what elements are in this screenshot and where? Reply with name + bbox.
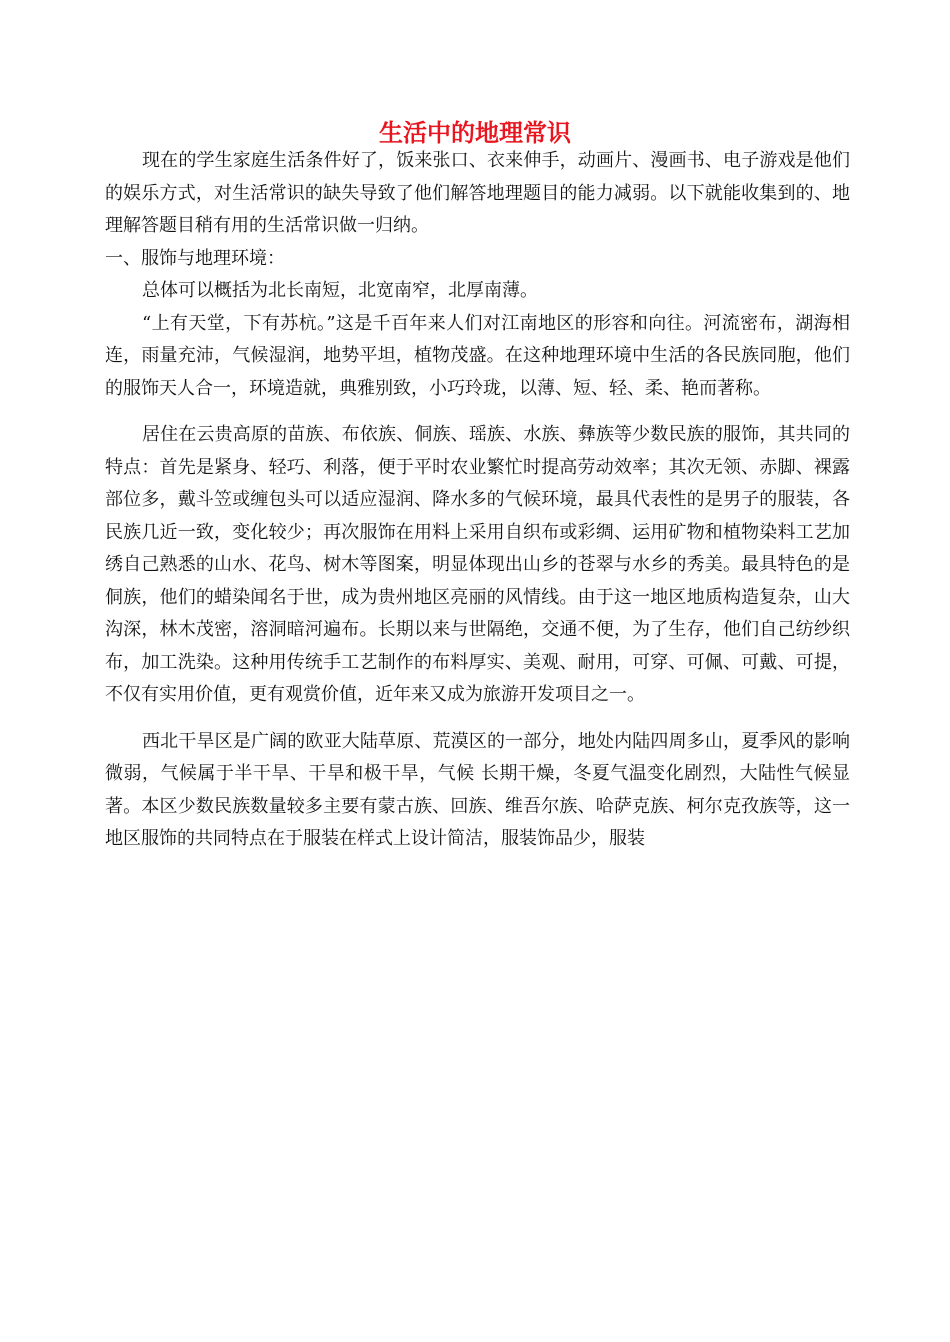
paragraph-summary: 总体可以概括为北长南短，北宽南窄，北厚南薄。 xyxy=(142,280,538,301)
document-body xyxy=(105,145,850,856)
paragraph-intro: 现在的学生家庭生活条件好了，饭来张口、衣来伸手，动画片、漫画书、电子游戏是他们的娱乐方式，对生活常识的缺失导致了他们解答地理题目的能力减弱。以下就能收集到的、地理解答题目稍有用的生活常识做一归纳。 xyxy=(105,150,850,236)
paragraph-yungui: 居住在云贵高原的苗族、布依族、侗族、瑶族、水族、彝族等少数民族的服饰，其共同的特点：首先是紧身、轻巧、利落，便于平时农业繁忙时提高劳动效率；其次无领、赤脚、裸露部位多，戴斗笠或缠包头可以适应湿润、降水多的气候环境，最具代表性的是男子的服装，各民族几近一致，变化较少；再次服饰在用料上采用自织布或彩绸、运用矿物和植物染料工艺加绣自己熟悉的山水、花鸟、树木等图案，明显体现出山乡的苍翠与水乡的秀美。最具特色的是侗族，他们的蜡染闻名于世，成为贵州地区亮丽的风情线。由于这一地区地质构造复杂，山大沟深，林木茂密，溶洞暗河遍布。长期以来与世隔绝，交通不便，为了生存，他们自己纺纱织布，加工洗染。这种用传统手工艺制作的布料厚实、美观、耐用，可穿、可佩、可戴、可提，不仅有实用价值，更有观赏价值，近年来又成为旅游开发项目之一。 xyxy=(105,424,850,705)
section-heading-clothing: 一、服饰与地理环境： xyxy=(105,247,285,269)
paragraph-northwest: 西北干旱区是广阔的欧亚大陆草原、荒漠区的一部分，地处内陆四周多山，夏季风的影响微弱，气候属于半干旱、干旱和极干旱，气候 长期干燥，冬夏气温变化剧烈，大陆性气候显著。本区少数民族数量较多主要有蒙古族、回族、维吾尔族、哈萨克族、柯尔克孜族等，这一地区服饰的共同特点在于服装在样式上设计简洁，服装饰品少，服装 xyxy=(105,730,850,849)
paragraph-jiangnan: “上有天堂，下有苏杭。”这是千百年来人们对江南地区的形容和向往。河流密布，湖海相连，雨量充沛，气候湿润，地势平坦，植物茂盛。在这种地理环境中生活的各民族同胞，他们的服饰天人合一，环境造就，典雅别致，小巧玲珑，以薄、短、轻、柔、艳而著称。 xyxy=(105,312,850,399)
document-title: 生活中的地理常识 xyxy=(379,119,571,147)
